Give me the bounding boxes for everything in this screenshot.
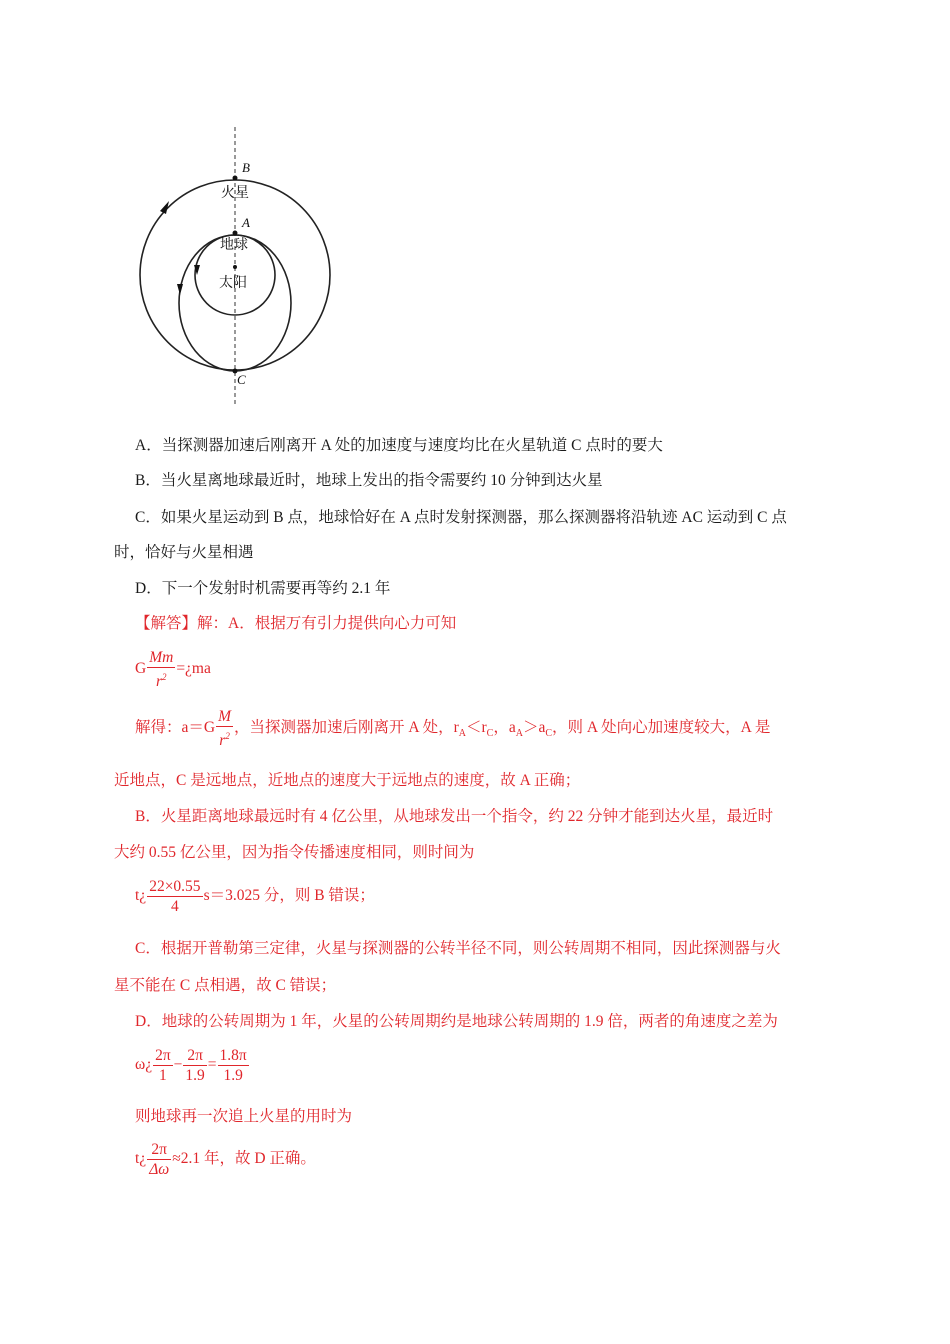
line2-prefix: 解得：a＝G [135, 719, 216, 737]
eqd-fraction-3 [218, 1046, 249, 1085]
line2-t1: ，当探测器加速后刚离开 A 处，r [234, 719, 459, 737]
line2-denominator [216, 727, 233, 750]
eqt-suffix: ≈2.1 年，故 D 正确。 [172, 1150, 316, 1168]
eqd-fraction-1 [153, 1046, 173, 1085]
solution-intro [135, 613, 456, 635]
solution-line2 [135, 707, 770, 750]
line2-den-sup: 2 [225, 731, 230, 741]
label-a: A [242, 215, 250, 230]
line2-den-base: r [219, 732, 226, 750]
option-c-line1: C．如果火星运动到 B 点，地球恰好在 A 点时发射探测器，那么探测器将沿轨迹 AC 运动到 C 点 [135, 509, 787, 526]
eqd-f2-num: 2π [183, 1046, 206, 1066]
eq1-den-sup: 2 [162, 672, 167, 682]
eqb-prefix: t¿ [135, 887, 147, 905]
solution-d-line2: 则地球再一次追上火星的用时为 [135, 1108, 353, 1125]
line2-s3: A [515, 728, 523, 740]
eqt-fraction [147, 1140, 171, 1179]
line2-fraction [216, 707, 233, 750]
solution-b-line2: 大约 0.55 亿公里，因为指令传播速度相同，则时间为 [114, 844, 475, 861]
equation-1 [135, 648, 211, 691]
solution-line3: 近地点，C 是远地点，近地点的速度大于远地点的速度，故 A 正确； [114, 772, 581, 789]
eqd-minus: − [173, 1056, 183, 1074]
label-b: B [242, 160, 250, 175]
eqt-prefix: t¿ [135, 1150, 147, 1168]
solution-d-line1: D．地球的公转周期为 1 年，火星的公转周期约是地球公转周期的 1.9 倍，两者的角速度之差为 [135, 1013, 778, 1030]
eq1-den-base: r [155, 673, 163, 691]
point-b [233, 176, 238, 181]
eq1-denominator [147, 668, 175, 691]
line2-s4: C [545, 728, 553, 740]
equation-t [135, 1140, 316, 1179]
point-a [233, 231, 238, 236]
equation-b [135, 877, 375, 916]
eq1-prefix: G [135, 660, 147, 678]
option-c-line2: 时，恰好与火星相遇 [114, 544, 254, 561]
solution-b-line1: B．火星距离地球最远时有 4 亿公里，从地球发出一个指令，约 22 分钟才能到达火星，最近时 [135, 808, 774, 825]
eq1-numerator: Mm [149, 649, 174, 666]
eqd-f1-den: 1 [159, 1067, 167, 1084]
eq1-fraction [147, 648, 175, 691]
option-d: D．下一个发射时机需要再等约 2.1 年 [135, 580, 391, 597]
line2-t3: ，a [493, 719, 516, 737]
eqd-equals: = [207, 1056, 217, 1074]
eqd-f3-den: 1.9 [223, 1067, 243, 1084]
eqb-suffix: s＝3.025 分，则 B 错误； [203, 887, 375, 905]
eqd-f3-num: 1.8π [219, 1047, 247, 1064]
eqt-numerator: 2π [147, 1140, 171, 1160]
line2-numerator: M [218, 708, 231, 725]
solution-intro-text: 解：A．根据万有引力提供向心力可知 [197, 615, 457, 632]
line2-t2: ＜r [466, 719, 487, 737]
line2-t5: ，则 A 处向心加速度较大，A 是 [552, 719, 771, 737]
label-earth: 地球 [220, 237, 248, 253]
eqb-fraction [147, 877, 202, 916]
option-a: A．当探测器加速后刚离开 A 处的加速度与速度均比在火星轨道 C 点时的要大 [135, 437, 663, 454]
eq1-suffix: =¿ma [176, 660, 211, 678]
eqb-denominator: 4 [171, 898, 179, 915]
solution-tag: 【解答】 [135, 615, 198, 632]
solution-c-line1: C．根据开普勒第三定律，火星与探测器的公转半径不同，则公转周期不相同，因此探测器与火 [135, 940, 781, 957]
line2-s2: C [486, 728, 494, 740]
label-c: C [237, 372, 246, 387]
eqd-fraction-2 [183, 1046, 206, 1085]
equation-d [135, 1046, 250, 1085]
point-sun [233, 265, 237, 269]
arrow-transfer [177, 284, 183, 295]
orbit-diagram [130, 125, 340, 410]
option-b: B．当火星离地球最近时，地球上发出的指令需要约 10 分钟到达火星 [135, 472, 603, 489]
label-mars: 火星 [221, 185, 249, 201]
eqd-f2-den: 1.9 [185, 1067, 205, 1084]
line2-t4: ＞a [522, 719, 546, 737]
solution-c-line2: 星不能在 C 点相遇，故 C 错误； [114, 977, 337, 994]
line2-s1: A [458, 728, 466, 740]
eqb-numerator: 22×0.55 [149, 878, 201, 895]
eqd-prefix: ω¿ [135, 1056, 153, 1074]
eqd-f1-num: 2π [155, 1047, 171, 1064]
eqt-denominator: Δω [149, 1161, 170, 1178]
label-sun: 太阳 [219, 275, 247, 291]
